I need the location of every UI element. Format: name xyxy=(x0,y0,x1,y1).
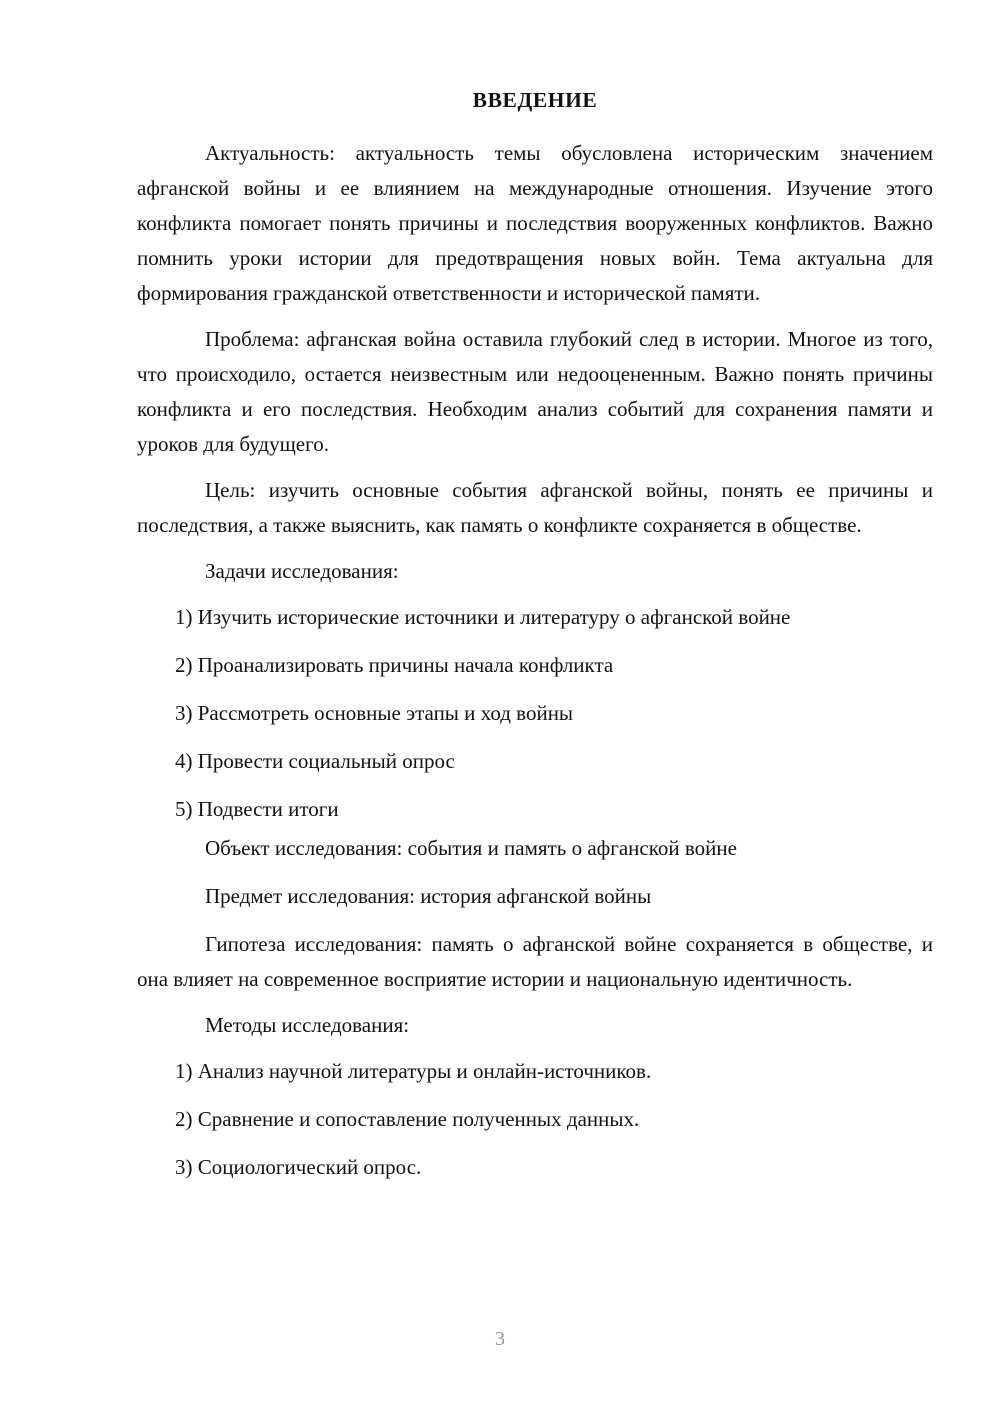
paragraph-relevance: Актуальность: актуальность темы обусловлена историческим значением афганской войны и ее влиянием на международные отношения. Изучение этого конфликта помогает понять причины и последствия вооруженных конфликтов. Важно помнить уроки истории для предотвращения новых войн. Тема актуальна для формирования гражданской ответственности и исторической памяти. xyxy=(137,140,933,305)
list-item: 4) Провести социальный опрос xyxy=(175,748,455,773)
paragraph-object: Объект исследования: события и память о афганской войне xyxy=(205,835,737,860)
list-item: 2) Проанализировать причины начала конфликта xyxy=(175,652,614,677)
methods-label: Методы исследования: xyxy=(205,1012,410,1037)
list-item: 1) Изучить исторические источники и литературу о афганской войне xyxy=(175,604,791,629)
document-body xyxy=(137,88,933,1198)
paragraph-goal: Цель: изучить основные события афганской войны, понять ее причины и последствия, а также выяснить, как память о конфликте сохраняется в обществе. xyxy=(137,477,933,537)
paragraph-hypothesis: Гипотеза исследования: память о афганской войне сохраняется в обществе, и она влияет на современное восприятие истории и национальную идентичность. xyxy=(137,931,933,991)
page-title: ВВЕДЕНИЕ xyxy=(472,88,598,112)
tasks-label: Задачи исследования: xyxy=(205,558,399,583)
paragraph-problem: Проблема: афганская война оставила глубокий след в истории. Многое из того, что происходило, остается неизвестным или недооцененным. Важно понять причины конфликта и его последствия. Необходим анализ событий для сохранения памяти и уроков для будущего. xyxy=(137,326,933,456)
list-item: 3) Социологический опрос. xyxy=(175,1154,422,1179)
list-item: 2) Сравнение и сопоставление полученных данных. xyxy=(175,1106,640,1131)
tasks-list xyxy=(137,600,933,827)
list-item: 3) Рассмотреть основные этапы и ход войны xyxy=(175,700,574,725)
methods-list xyxy=(137,1054,933,1185)
paragraph-subject: Предмет исследования: история афганской войны xyxy=(205,883,652,908)
list-item: 5) Подвести итоги xyxy=(175,796,339,821)
list-item: 1) Анализ научной литературы и онлайн-источников. xyxy=(175,1058,652,1083)
page-number: 3 xyxy=(495,1328,505,1350)
